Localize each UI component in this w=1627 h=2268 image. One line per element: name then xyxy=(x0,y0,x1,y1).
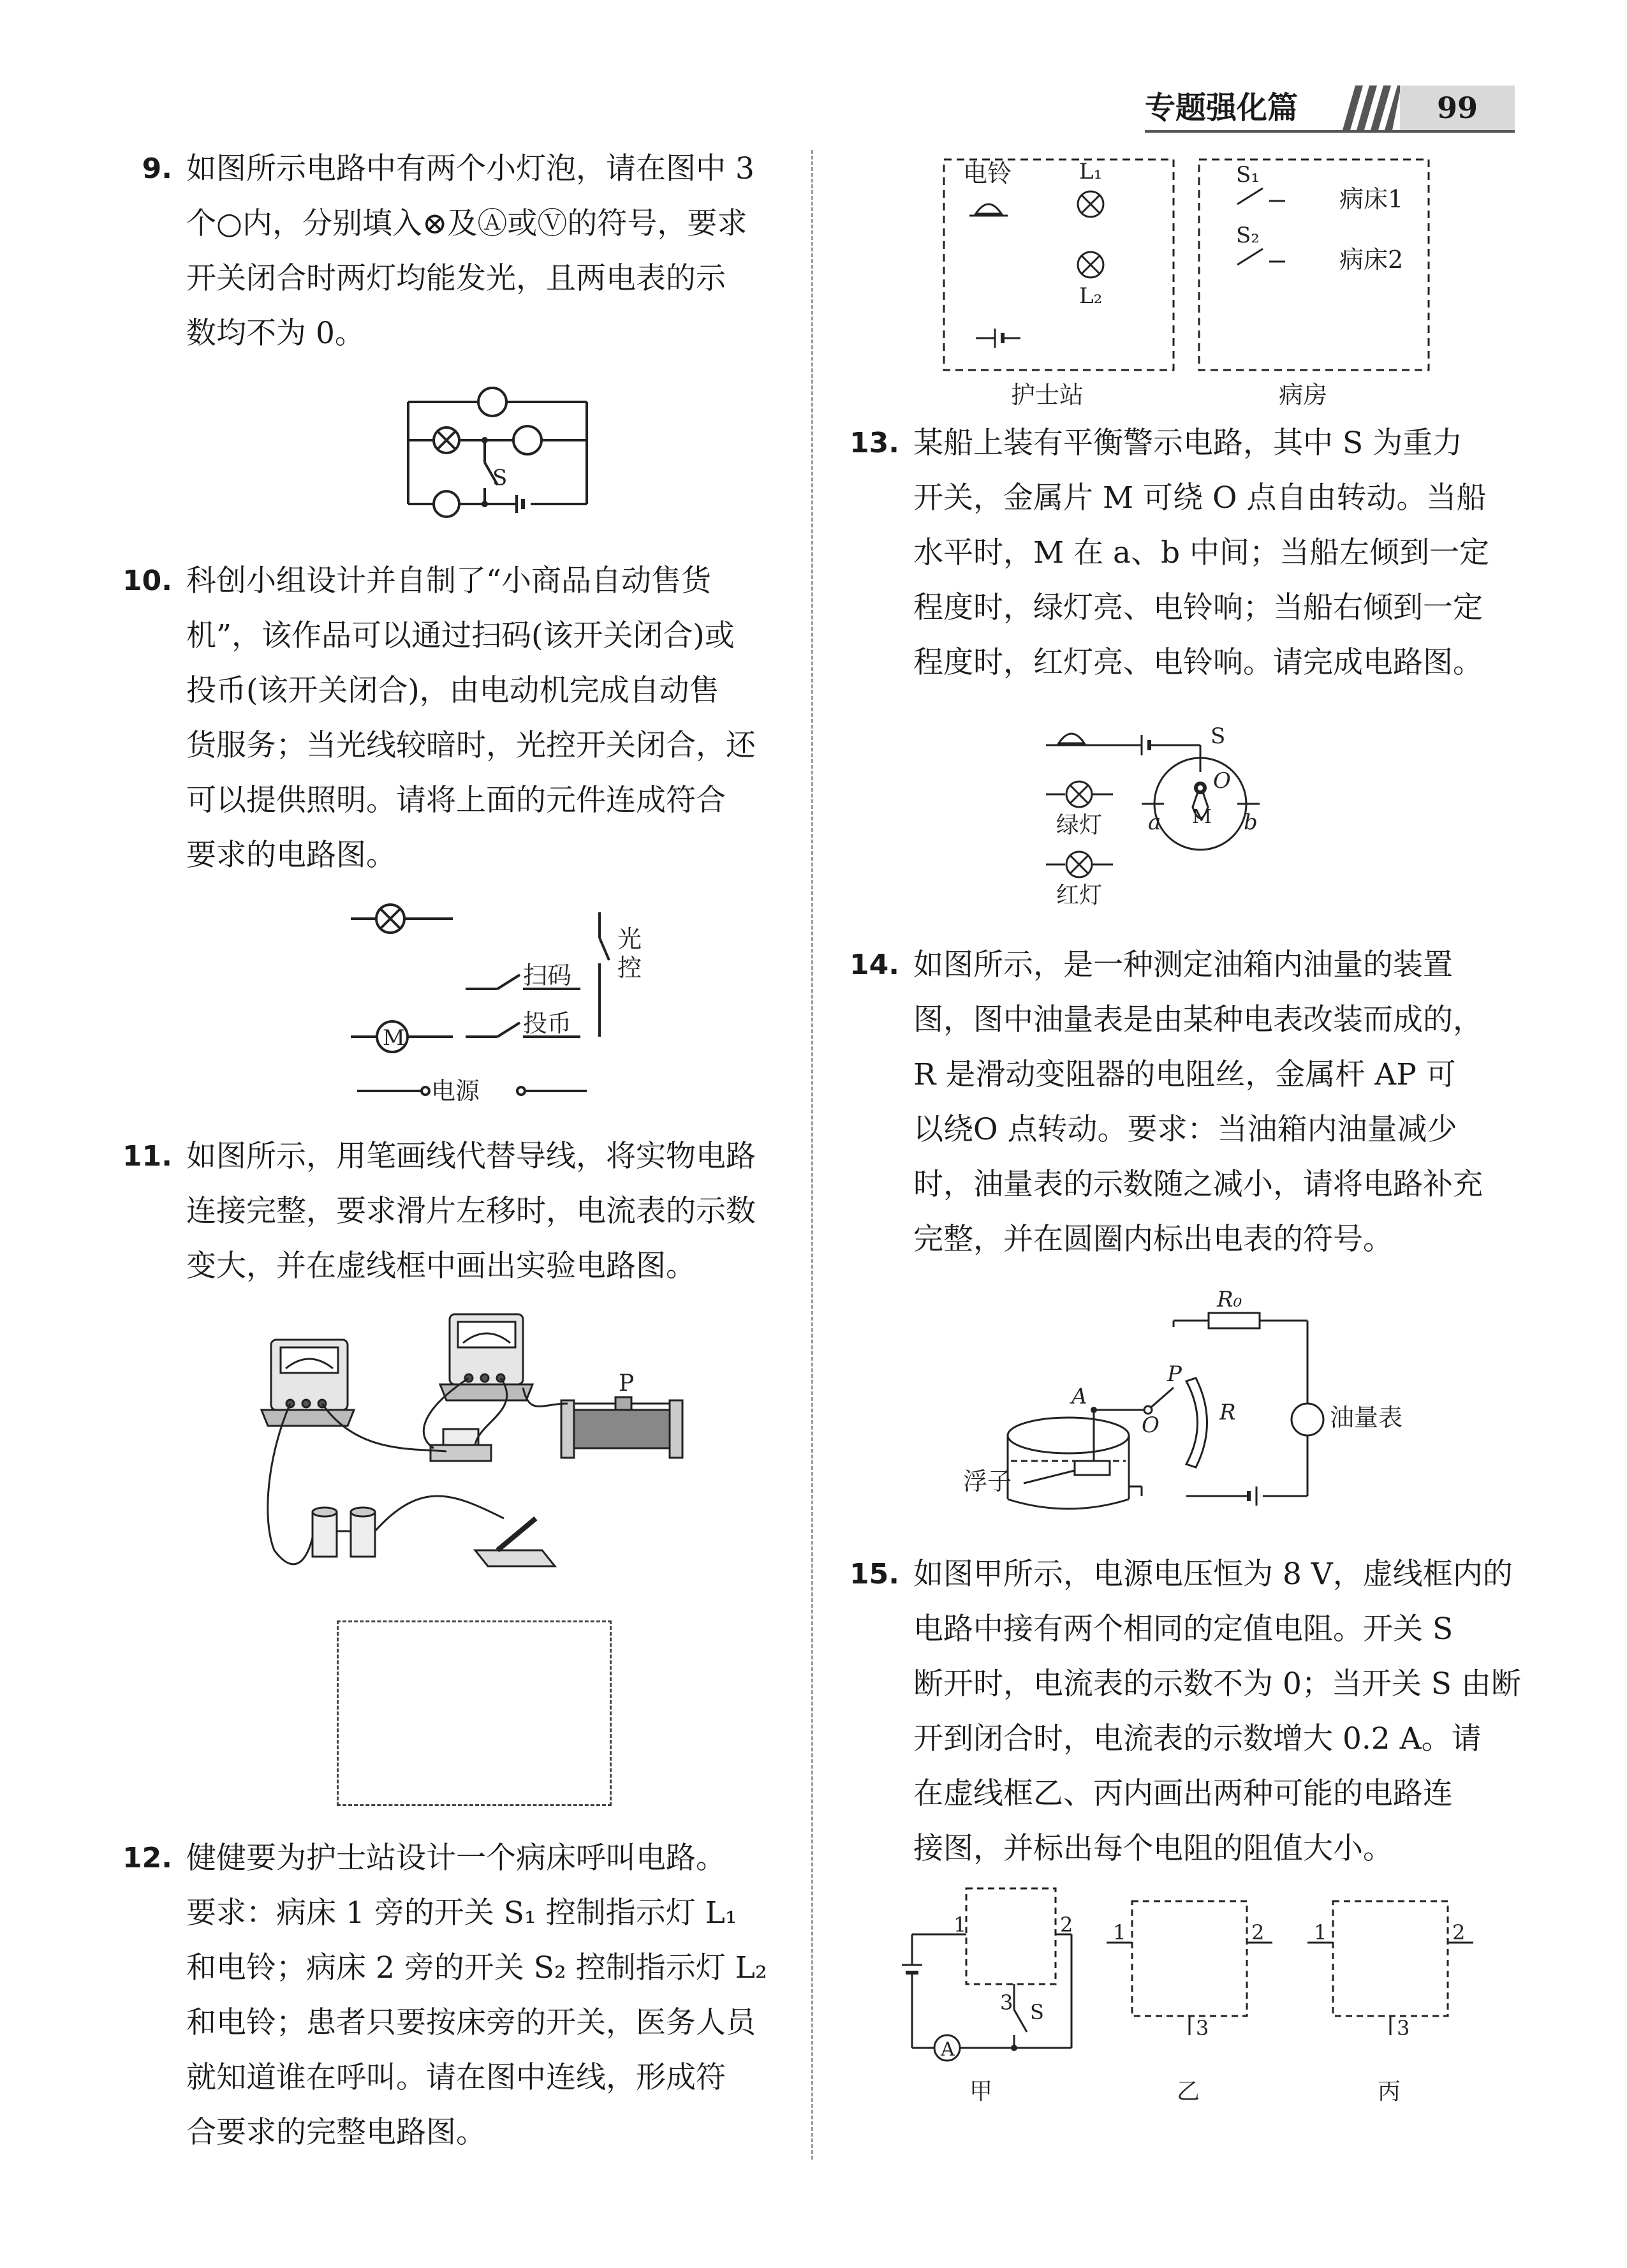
m-label: M xyxy=(1192,806,1212,828)
red-lamp-label: 红灯 xyxy=(1056,882,1103,908)
nurse-label: 护士站 xyxy=(1011,381,1084,409)
question-number: 14. xyxy=(850,949,899,981)
page-number: 99 xyxy=(1400,85,1515,130)
p-label: P xyxy=(1167,1361,1182,1387)
text-line: 就知道谁在呼叫。请在图中连线，形成符 xyxy=(186,2060,726,2095)
text-line: 可以提供照明。请将上面的元件连成符合 xyxy=(186,783,726,818)
o-label: O xyxy=(1213,768,1231,794)
green-lamp-label: 绿灯 xyxy=(1056,812,1103,838)
s2-label: S₂ xyxy=(1236,223,1260,248)
question-number: 13. xyxy=(850,427,899,459)
q13-ship-circuit-figure xyxy=(1033,708,1301,919)
text-line: 完整，并在圆圈内标出电表的符号。 xyxy=(913,1222,1393,1257)
power-label: 电源 xyxy=(431,1077,480,1105)
text-line: 断开时，电流表的示数不为 0；当开关 S 由断 xyxy=(913,1666,1521,1701)
bed2-label: 病床2 xyxy=(1339,246,1404,274)
question-number: 12. xyxy=(122,1842,172,1874)
text-line: 和电铃；患者只要按床旁的开关，医务人员 xyxy=(186,2005,756,2040)
text-line: 如图所示，用笔画线代替导线，将实物电路 xyxy=(186,1139,756,1174)
s-label: S xyxy=(1211,723,1226,749)
text-line: 时，油量表的示数随之减小，请将电路补充 xyxy=(913,1167,1483,1202)
l1-label: L₁ xyxy=(1079,159,1103,184)
text-line: 开关，金属片 M 可绕 O 点自由转动。当船 xyxy=(913,480,1487,515)
text-line: 变大，并在虚线框中画出实验电路图。 xyxy=(186,1249,696,1284)
t1-label: 1 xyxy=(953,1913,967,1937)
text-line: 程度时，红灯亮、电铃响。请完成电路图。 xyxy=(913,645,1483,680)
text-line: 科创小组设计并自制了“小商品自动售货 xyxy=(186,563,712,598)
question-number: 15. xyxy=(850,1558,899,1590)
ward-label: 病房 xyxy=(1279,381,1328,409)
t3-label: 3 xyxy=(1000,1990,1013,2015)
float-label: 浮子 xyxy=(963,1467,1012,1495)
text-line: 要求：病床 1 旁的开关 S₁ 控制指示灯 L₁ xyxy=(186,1895,737,1931)
text-line: 电路中接有两个相同的定值电阻。开关 S xyxy=(913,1612,1454,1647)
q15-circuits-figure xyxy=(893,1882,1480,2118)
question-number: 11. xyxy=(122,1140,172,1173)
header-stripes xyxy=(1330,85,1400,130)
scan-label: 扫码 xyxy=(523,961,572,989)
text-line: 以绕O 点转动。要求：当油箱内油量减少 xyxy=(913,1112,1457,1147)
t3-label: 3 xyxy=(1196,2016,1209,2040)
a-label: A xyxy=(1071,1384,1087,1409)
text-line: 投币(该开关闭合)，由电动机完成自动售 xyxy=(186,673,719,708)
bed1-label: 病床1 xyxy=(1339,185,1404,213)
header-rule xyxy=(1145,130,1515,133)
text-line: 如图所示电路中有两个小灯泡，请在图中 3 xyxy=(186,151,755,186)
q10-components-figure xyxy=(344,900,663,1110)
yi-label: 乙 xyxy=(1177,2079,1200,2105)
text-line: 图，图中油量表是由某种电表改装而成的， xyxy=(913,1002,1483,1037)
text-line: 连接完整，要求滑片左移时，电流表的示数 xyxy=(186,1194,756,1229)
text-line: 开到闭合时，电流表的示数增大 0.2 A。请 xyxy=(913,1721,1482,1756)
text-line: 和电铃；病床 2 旁的开关 S₂ 控制指示灯 L₂ xyxy=(186,1950,767,1985)
bing-label: 丙 xyxy=(1378,2079,1401,2105)
slider-label: P xyxy=(619,1370,635,1397)
text-line: 机”，该作品可以通过扫码(该开关闭合)或 xyxy=(186,618,735,653)
light-label-2: 控 xyxy=(617,954,642,982)
text-line: 如图甲所示，电源电压恒为 8 V，虚线框内的 xyxy=(913,1557,1513,1592)
s1-label: S₁ xyxy=(1236,162,1260,188)
q9-circuit-figure xyxy=(395,376,606,530)
question-number: 10. xyxy=(122,565,172,597)
coin-label: 投币 xyxy=(523,1009,572,1037)
switch-label: S xyxy=(492,465,508,491)
switch-label: S xyxy=(1030,2000,1044,2024)
a-label: a xyxy=(1148,810,1161,835)
t2-label: 2 xyxy=(1251,1920,1265,1945)
text-line: 开关闭合时两灯均能发光，且两电表的示 xyxy=(186,261,726,296)
text-line: R 是滑动变阻器的电阻丝，金属杆 AP 可 xyxy=(913,1057,1456,1092)
section-title: 专题强化篇 xyxy=(1145,90,1299,126)
text-line: 如图所示，是一种测定油箱内油量的装置 xyxy=(913,947,1453,982)
t1-label: 1 xyxy=(1314,1920,1327,1945)
q11-answer-box[interactable] xyxy=(337,1620,612,1806)
text-line: 健健要为护士站设计一个病床呼叫电路。 xyxy=(186,1841,726,1876)
meter-label: 油量表 xyxy=(1330,1404,1403,1432)
t2-label: 2 xyxy=(1060,1913,1073,1937)
motor-label: M xyxy=(383,1025,405,1051)
light-label-1: 光 xyxy=(617,925,642,953)
q14-oil-gauge-figure xyxy=(957,1276,1467,1538)
t2-label: 2 xyxy=(1452,1920,1466,1945)
r0-label: R₀ xyxy=(1217,1287,1242,1312)
text-line: 货服务；当光线较暗时，光控开关闭合，还 xyxy=(186,728,756,763)
text-line: 接图，并标出每个电阻的阻值大小。 xyxy=(913,1831,1393,1866)
l2-label: L₂ xyxy=(1079,283,1103,309)
text-line: 合要求的完整电路图。 xyxy=(186,2115,486,2150)
b-label: b xyxy=(1244,810,1258,835)
text-line: 数均不为 0。 xyxy=(186,316,365,351)
q12-nurse-call-figure xyxy=(931,153,1505,415)
bell-label: 电铃 xyxy=(963,159,1012,188)
r-label: R xyxy=(1219,1400,1236,1425)
text-line: 要求的电路图。 xyxy=(186,838,396,873)
question-number: 9. xyxy=(142,152,172,185)
jia-label: 甲 xyxy=(969,2079,993,2105)
t3-label: 3 xyxy=(1397,2016,1410,2040)
text-line: 程度时，绿灯亮、电铃响；当船右倾到一定 xyxy=(913,590,1483,625)
text-line: 水平时，M 在 a、b 中间；当船左倾到一定 xyxy=(913,535,1490,570)
text-line: 在虚线框乙、丙内画出两种可能的电路连 xyxy=(913,1776,1453,1811)
column-divider xyxy=(811,150,813,2160)
text-line: 某船上装有平衡警示电路，其中 S 为重力 xyxy=(913,426,1463,461)
o-label: O xyxy=(1142,1412,1160,1438)
t1-label: 1 xyxy=(1113,1920,1126,1945)
ammeter-label: A xyxy=(941,2038,955,2061)
q11-physical-circuit-figure xyxy=(255,1308,714,1582)
text-line: 个○内，分别填入⊗及Ⓐ或Ⓥ的符号，要求 xyxy=(186,206,747,241)
